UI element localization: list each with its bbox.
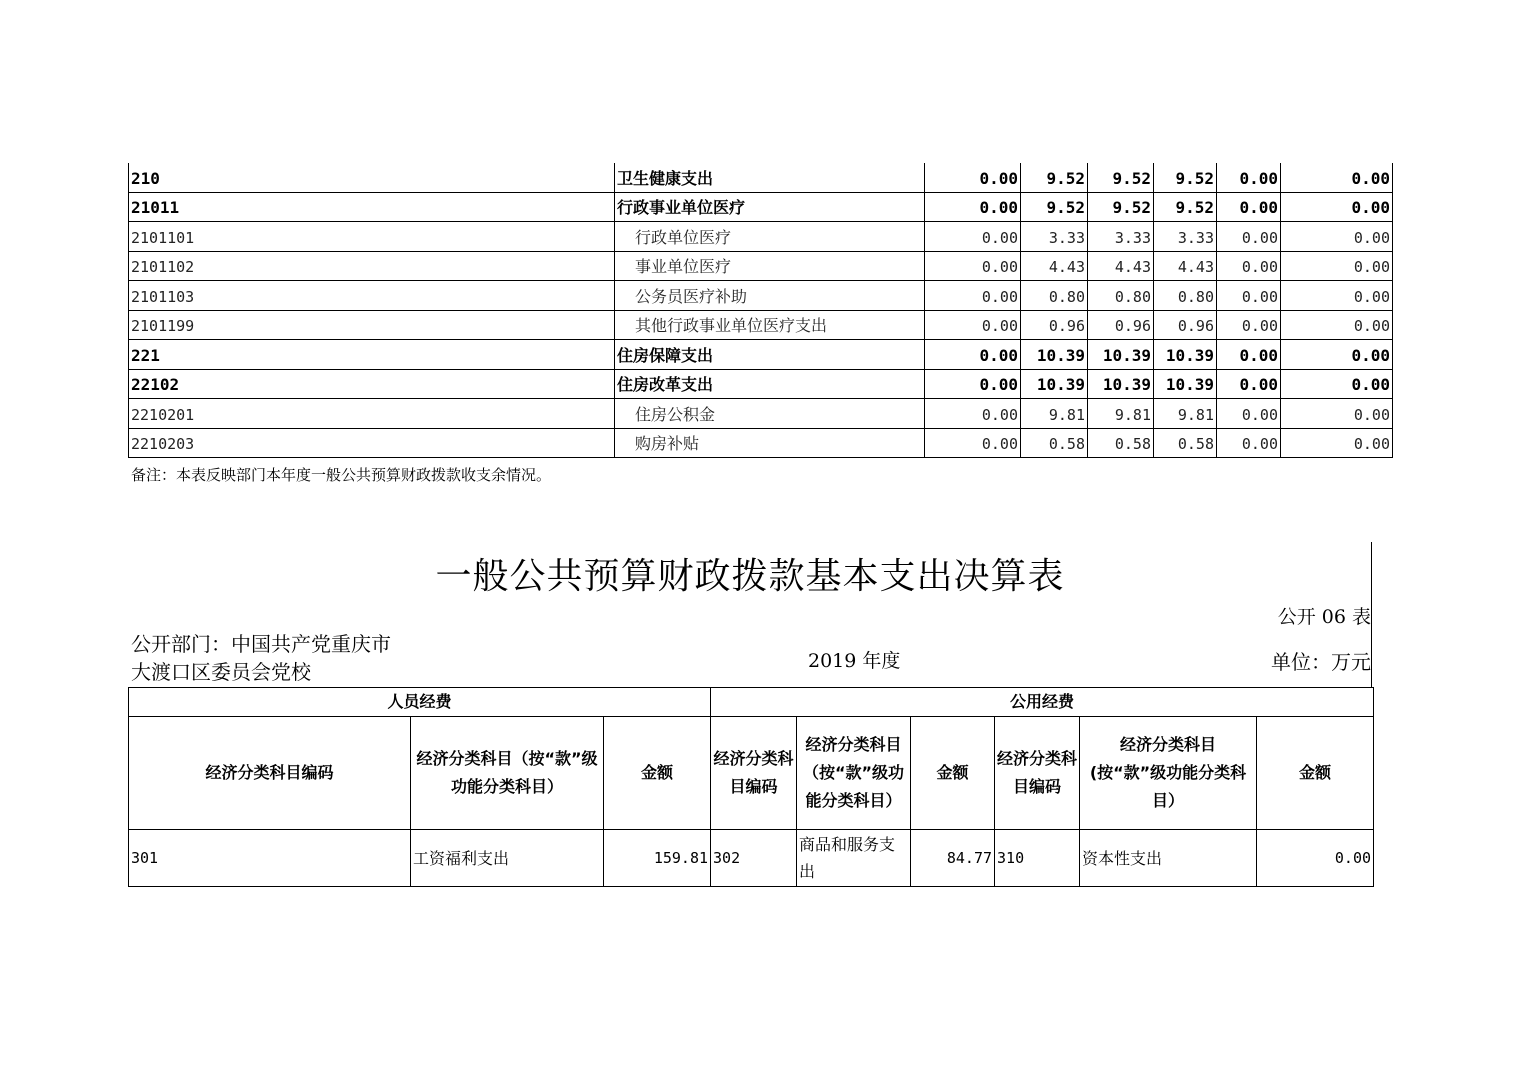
header-public-name-2: 经济分类科目(按“款”级功能分类科目）	[1080, 717, 1257, 830]
table-row	[129, 340, 1393, 370]
amount-cell: 0.00	[1217, 192, 1281, 222]
header-public-code-2: 经济分类科目编码	[995, 717, 1080, 830]
amount-cell: 10.39	[1021, 340, 1088, 370]
subject-name: 住房保障支出	[615, 340, 925, 370]
table-row	[129, 310, 1393, 340]
header-personnel-code: 经济分类科目编码	[129, 717, 411, 830]
amount-cell: 0.00	[1281, 251, 1393, 281]
amount-cell: 0.00	[925, 251, 1021, 281]
amount-cell: 0.80	[1021, 281, 1088, 311]
amount-cell: 10.39	[1088, 369, 1154, 399]
amount-cell: 9.52	[1154, 163, 1217, 192]
amount-cell: 9.52	[1021, 163, 1088, 192]
amount-cell: 0.00	[1217, 310, 1281, 340]
amount-cell: 0.00	[1281, 163, 1393, 192]
table-row	[129, 251, 1393, 281]
header-personnel-name: 经济分类科目（按“款”级功能分类科目）	[411, 717, 604, 830]
amount-cell: 0.00	[1217, 340, 1281, 370]
department-label	[131, 630, 431, 686]
amount-cell: 0.80	[1088, 281, 1154, 311]
subject-name: 住房公积金	[615, 399, 925, 429]
amount-cell: 4.43	[1088, 251, 1154, 281]
amount-cell: 4.43	[1154, 251, 1217, 281]
table-number: 公开 06 表	[1277, 606, 1371, 628]
amount-cell: 0.00	[1281, 310, 1393, 340]
amount-cell: 0.00	[925, 428, 1021, 458]
amount-cell: 0.00	[925, 222, 1021, 252]
amount-cell: 0.00	[1217, 281, 1281, 311]
subject-name: 行政单位医疗	[615, 222, 925, 252]
table-row	[129, 428, 1393, 458]
fiscal-year: 2019 年度	[808, 650, 901, 672]
amount-cell: 10.39	[1154, 340, 1217, 370]
amount-cell: 0.96	[1088, 310, 1154, 340]
amount-cell: 9.81	[1021, 399, 1088, 429]
basic-expenditure-table	[128, 687, 1374, 887]
table-row	[129, 222, 1393, 252]
amount-cell: 0.58	[1021, 428, 1088, 458]
table-row	[129, 281, 1393, 311]
amount-cell: 0.80	[1154, 281, 1217, 311]
amount-cell: 0.00	[1217, 222, 1281, 252]
amount-cell: 0.00	[1281, 222, 1393, 252]
group-header-public: 公用经费	[711, 688, 1374, 717]
subject-code: 2101101	[129, 222, 615, 252]
subject-code: 210	[129, 163, 615, 192]
subject-code: 21011	[129, 192, 615, 222]
amount-cell: 0.96	[1154, 310, 1217, 340]
department-line-1: 公开部门：中国共产党重庆市	[131, 632, 391, 656]
department-line-2: 大渡口区委员会党校	[131, 660, 311, 684]
amount-cell: 10.39	[1154, 369, 1217, 399]
amount-cell: 10.39	[1088, 340, 1154, 370]
table-row	[129, 830, 1374, 887]
table-note: 备注：本表反映部门本年度一般公共预算财政拨款收支余情况。	[131, 466, 552, 484]
table-row	[129, 399, 1393, 429]
amount-cell: 0.00	[1217, 428, 1281, 458]
personnel-amount: 159.81	[604, 830, 711, 887]
page-title: 一般公共预算财政拨款基本支出决算表	[435, 556, 1065, 597]
subject-code: 2101102	[129, 251, 615, 281]
table-row	[129, 192, 1393, 222]
amount-cell: 0.00	[925, 399, 1021, 429]
amount-cell: 0.00	[1217, 251, 1281, 281]
amount-cell: 9.52	[1154, 192, 1217, 222]
amount-cell: 9.52	[1088, 192, 1154, 222]
amount-cell: 9.81	[1154, 399, 1217, 429]
header-public-code-1: 经济分类科目编码	[711, 717, 797, 830]
subject-code: 2101199	[129, 310, 615, 340]
amount-cell: 0.00	[925, 192, 1021, 222]
amount-cell: 0.96	[1021, 310, 1088, 340]
amount-cell: 0.58	[1088, 428, 1154, 458]
public-code-2: 310	[995, 830, 1080, 887]
subject-name: 卫生健康支出	[615, 163, 925, 192]
amount-cell: 0.00	[1217, 399, 1281, 429]
subject-name: 公务员医疗补助	[615, 281, 925, 311]
amount-cell: 0.00	[925, 281, 1021, 311]
amount-cell: 9.81	[1088, 399, 1154, 429]
amount-cell: 4.43	[1021, 251, 1088, 281]
amount-cell: 0.00	[1281, 399, 1393, 429]
personnel-name: 工资福利支出	[411, 830, 604, 887]
amount-cell: 9.52	[1021, 192, 1088, 222]
subject-code: 2101103	[129, 281, 615, 311]
header-public-name-1: 经济分类科目（按“款”级功能分类科目）	[797, 717, 911, 830]
subject-name: 行政事业单位医疗	[615, 192, 925, 222]
amount-cell: 3.33	[1088, 222, 1154, 252]
public-name-1: 商品和服务支出	[797, 830, 911, 887]
public-amount-1: 84.77	[911, 830, 995, 887]
subject-code: 221	[129, 340, 615, 370]
header-public-amount-2: 金额	[1257, 717, 1374, 830]
table-row	[129, 369, 1393, 399]
amount-cell: 3.33	[1154, 222, 1217, 252]
subject-name: 购房补贴	[615, 428, 925, 458]
subject-code: 2210201	[129, 399, 615, 429]
personnel-code: 301	[129, 830, 411, 887]
subject-name: 事业单位医疗	[615, 251, 925, 281]
amount-cell: 0.00	[1281, 340, 1393, 370]
public-code-1: 302	[711, 830, 797, 887]
amount-cell: 0.00	[925, 310, 1021, 340]
amount-cell: 0.00	[1281, 369, 1393, 399]
amount-cell: 0.00	[925, 340, 1021, 370]
amount-cell: 0.00	[925, 369, 1021, 399]
subject-name: 住房改革支出	[615, 369, 925, 399]
header-public-amount-1: 金额	[911, 717, 995, 830]
amount-cell: 9.52	[1088, 163, 1154, 192]
amount-cell: 0.00	[1281, 192, 1393, 222]
table-row	[129, 163, 1393, 192]
amount-cell: 0.00	[1281, 281, 1393, 311]
amount-cell: 3.33	[1021, 222, 1088, 252]
group-header-personnel: 人员经费	[129, 688, 711, 717]
subject-code: 22102	[129, 369, 615, 399]
fiscal-appropriation-table	[128, 163, 1393, 458]
amount-cell: 0.00	[1217, 369, 1281, 399]
subject-code: 2210203	[129, 428, 615, 458]
subject-name: 其他行政事业单位医疗支出	[615, 310, 925, 340]
amount-cell: 10.39	[1021, 369, 1088, 399]
amount-cell: 0.00	[1281, 428, 1393, 458]
amount-cell: 0.00	[925, 163, 1021, 192]
unit-label: 单位：万元	[1271, 650, 1371, 674]
header-personnel-amount: 金额	[604, 717, 711, 830]
amount-cell: 0.00	[1217, 163, 1281, 192]
public-amount-2: 0.00	[1257, 830, 1374, 887]
public-name-2: 资本性支出	[1080, 830, 1257, 887]
amount-cell: 0.58	[1154, 428, 1217, 458]
